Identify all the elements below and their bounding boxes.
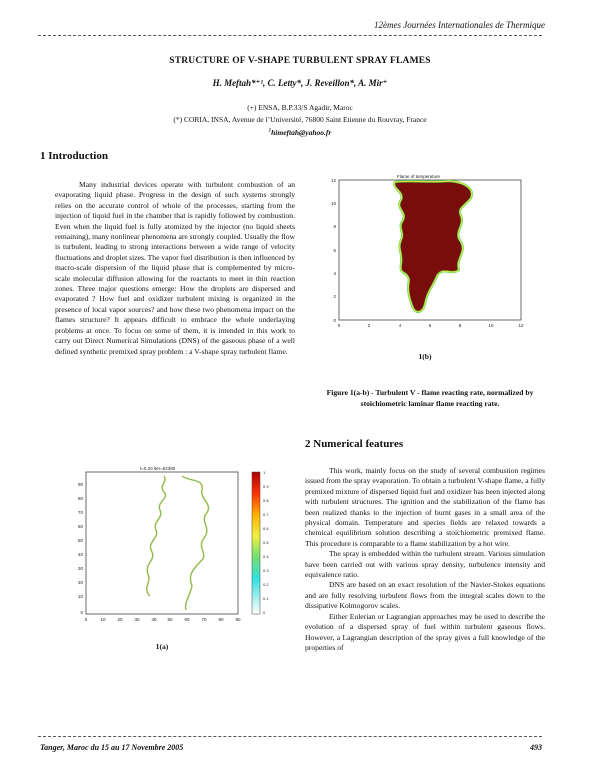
figure-1b-x-tick: 10 — [488, 323, 494, 328]
figure-1a-plot — [72, 464, 282, 634]
email-address: himeftah@yahoo.fr — [271, 128, 332, 137]
colorbar-tick: 0 — [263, 610, 266, 615]
paper-authors: H. Meftah*⁺¹, C. Letty*, J. Reveillon*, A. Mir⁺ — [212, 78, 388, 88]
figure-1b-y-axis — [331, 178, 337, 323]
figure-1a-x-tick: 50 — [167, 617, 173, 622]
numerical-features-body — [305, 466, 545, 653]
figure-1a-x-tick: 0 — [84, 617, 88, 622]
colorbar-tick: 0.9 — [263, 484, 269, 489]
figure-1a-x-tick: 30 — [134, 617, 140, 622]
figure-1b-y-tick: 6 — [333, 248, 336, 253]
colorbar-tick: 0.6 — [263, 526, 269, 531]
figure-1a-y-axis — [78, 482, 84, 615]
figure-1b-label: 1(b) — [418, 352, 432, 361]
figure-1b-y-tick: 2 — [333, 294, 336, 299]
figure-1b-x-tick: 4 — [398, 323, 402, 328]
email-footnote-mark: 1 — [268, 128, 272, 134]
figure-1a-x-tick: 10 — [100, 617, 106, 622]
figure-1a-y-tick: 0 — [80, 610, 83, 615]
figure-1b-x-tick: 6 — [428, 323, 432, 328]
figure-1b-x-axis — [338, 323, 524, 328]
figure-caption: Figure 1(a-b) - Turbulent V - flame reacting rate, normalized by stoichiometric laminar flame reacting rate. — [326, 388, 534, 408]
figure-1b-x-tick: 8 — [458, 323, 462, 328]
figure-1a — [72, 464, 282, 634]
colorbar-tick: 1 — [263, 470, 266, 475]
figure-1b-plot — [325, 172, 535, 342]
figure-1a-x-axis — [85, 617, 241, 622]
author-email — [0, 128, 600, 137]
figure-1a-title: t=0.20 iter=62380 — [140, 466, 176, 471]
figure-1b-x-tick: 2 — [367, 323, 371, 328]
figure-1b-x-tick: 0 — [337, 323, 341, 328]
colorbar-tick: 0.4 — [263, 554, 269, 559]
colorbar-tick: 0.5 — [263, 540, 269, 545]
paper-title: STRUCTURE OF V-SHAPE TURBULENT SPRAY FLAMES — [169, 56, 431, 66]
figure-1a-x-tick: 90 — [235, 617, 241, 622]
figure-1a-y-tick: 50 — [77, 538, 83, 543]
colorbar-tick: 0.2 — [263, 582, 269, 587]
figure-1b — [325, 172, 535, 342]
section-2-paragraph: Either Eulerian or Lagrangian approaches may be used to describe the evolution of a dispersed spray of fuel within turbulent gaseous flows. However, a Lagrangian description of the spray gives a full knowledge of the properties of — [305, 611, 545, 652]
figure-1a-axes — [86, 472, 238, 614]
figure-1a-y-tick: 30 — [77, 566, 83, 571]
figure-1a-y-tick: 70 — [77, 510, 83, 515]
figure-1a-label: 1(a) — [155, 642, 169, 651]
figure-1a-y-tick: 60 — [77, 524, 83, 529]
section-2-paragraph: The spray is embedded within the turbulent stream. Various simulation have been carried out with various spray density, turbulence intensity and equivalence ratio. — [305, 549, 545, 580]
colorbar-tick: 0.1 — [263, 596, 269, 601]
figure-1a-y-tick: 90 — [77, 482, 83, 487]
figure-1b-title: Flame of temperature — [397, 174, 441, 179]
header-divider — [38, 35, 542, 36]
figure-1a-y-tick: 40 — [77, 552, 83, 557]
colorbar-tick: 0.7 — [263, 512, 269, 517]
colorbar-tick: 0.3 — [263, 568, 269, 573]
colorbar — [252, 472, 260, 614]
figure-1b-y-tick: 12 — [330, 178, 336, 183]
section-1-heading: 1 Introduction — [40, 150, 108, 162]
affiliation-coria: (*) CORIA, INSA, Avenue de l’Université, 76800 Saint Etienne du Rouvray, France — [173, 115, 427, 124]
figure-1a-x-tick: 40 — [151, 617, 157, 622]
footer-divider — [38, 736, 542, 737]
figure-1a-y-tick: 10 — [77, 594, 83, 599]
figure-1a-x-tick: 60 — [184, 617, 190, 622]
colorbar-ticks — [263, 470, 269, 615]
affiliation-ensa: (+) ENSA, B.P.33/S Agadir, Maroc — [247, 103, 353, 112]
colorbar-tick: 0.8 — [263, 498, 269, 503]
figure-1b-y-tick: 4 — [333, 271, 336, 276]
figure-1b-y-tick: 8 — [333, 224, 336, 229]
figure-1a-x-tick: 20 — [117, 617, 123, 622]
figure-1a-x-tick: 70 — [201, 617, 207, 622]
section-2-paragraph: DNS are based on an exact resolution of the Navier-Stokes equations and are fully resolving turbulent flows from the integral scales down to the dissipative Kolmogorov scales. — [305, 580, 545, 611]
page-number: 493 — [530, 743, 542, 752]
figure-1a-y-tick: 20 — [77, 580, 83, 585]
conference-header: 12èmes Journées Internationales de Thermique — [374, 20, 545, 30]
figure-1b-y-tick: 10 — [330, 201, 336, 206]
figure-1a-y-tick: 80 — [77, 496, 83, 501]
footer-location: Tanger, Maroc du 15 au 17 Novembre 2005 — [40, 743, 184, 752]
section-2-heading: 2 Numerical features — [305, 438, 404, 450]
section-2-paragraph: This work, mainly focus on the study of several combustion regimes issued from the spray evaporation. To obtain a turbulent V-shape flame, a fully premixed mixture of dispersed liquid fuel and oxidizer has been injected along with turbulent structures. The ignition and the stabilization of the flame has been realized thanks to the injection of burnt gases in a small area of the physical domain. Temperature and species fields are relaxed towards a chemical equilibrium solution describing a stoichiometric premixed flame. This procedure is comparable to a flame stabilization by a hot wire. — [305, 466, 545, 548]
introduction-paragraph: Many industrial devices operate with turbulent combustion of an evaporating liquid phase. Progress in the design of such systems strongly relies on the accurate control of whole of the processes, starting from the injection of liquid fuel in the chamber that is rapidly followed by combustion. Even when the liquid fuel is fully atomized by the injector (no liquid sheets remaining), many nonlinear phenomena are strongly coupled. Usually the flow is turbulent, leading to strong interactions between a wide range of velocity fluctuations and droplet sizes. The vapor fuel distribution is then influenced by macro-scale dispersion of the liquid phase that is complemented by micro-scale molecular diffusion allowing for the reactants to meet in thin reaction zones. Three major questions emerge: How the droplets are dispersed and evaporated ? How fuel and oxidizer turbulent mixing is organized in the presence of local vapor sources? and how these two phenomena impact on the flames structure? It appears difficult to embrace the whole underlaying problems at once. To focus on some of them, it is intended in this work to carry out Direct Numerical Simulations (DNS) of the gaseous phase of a well defined synthetic premixed spray problem : a V-shape spray turbulent flame. — [55, 180, 295, 356]
figure-1a-x-tick: 80 — [218, 617, 224, 622]
figure-1b-x-tick: 12 — [518, 323, 524, 328]
figure-1b-y-tick: 0 — [333, 318, 336, 323]
